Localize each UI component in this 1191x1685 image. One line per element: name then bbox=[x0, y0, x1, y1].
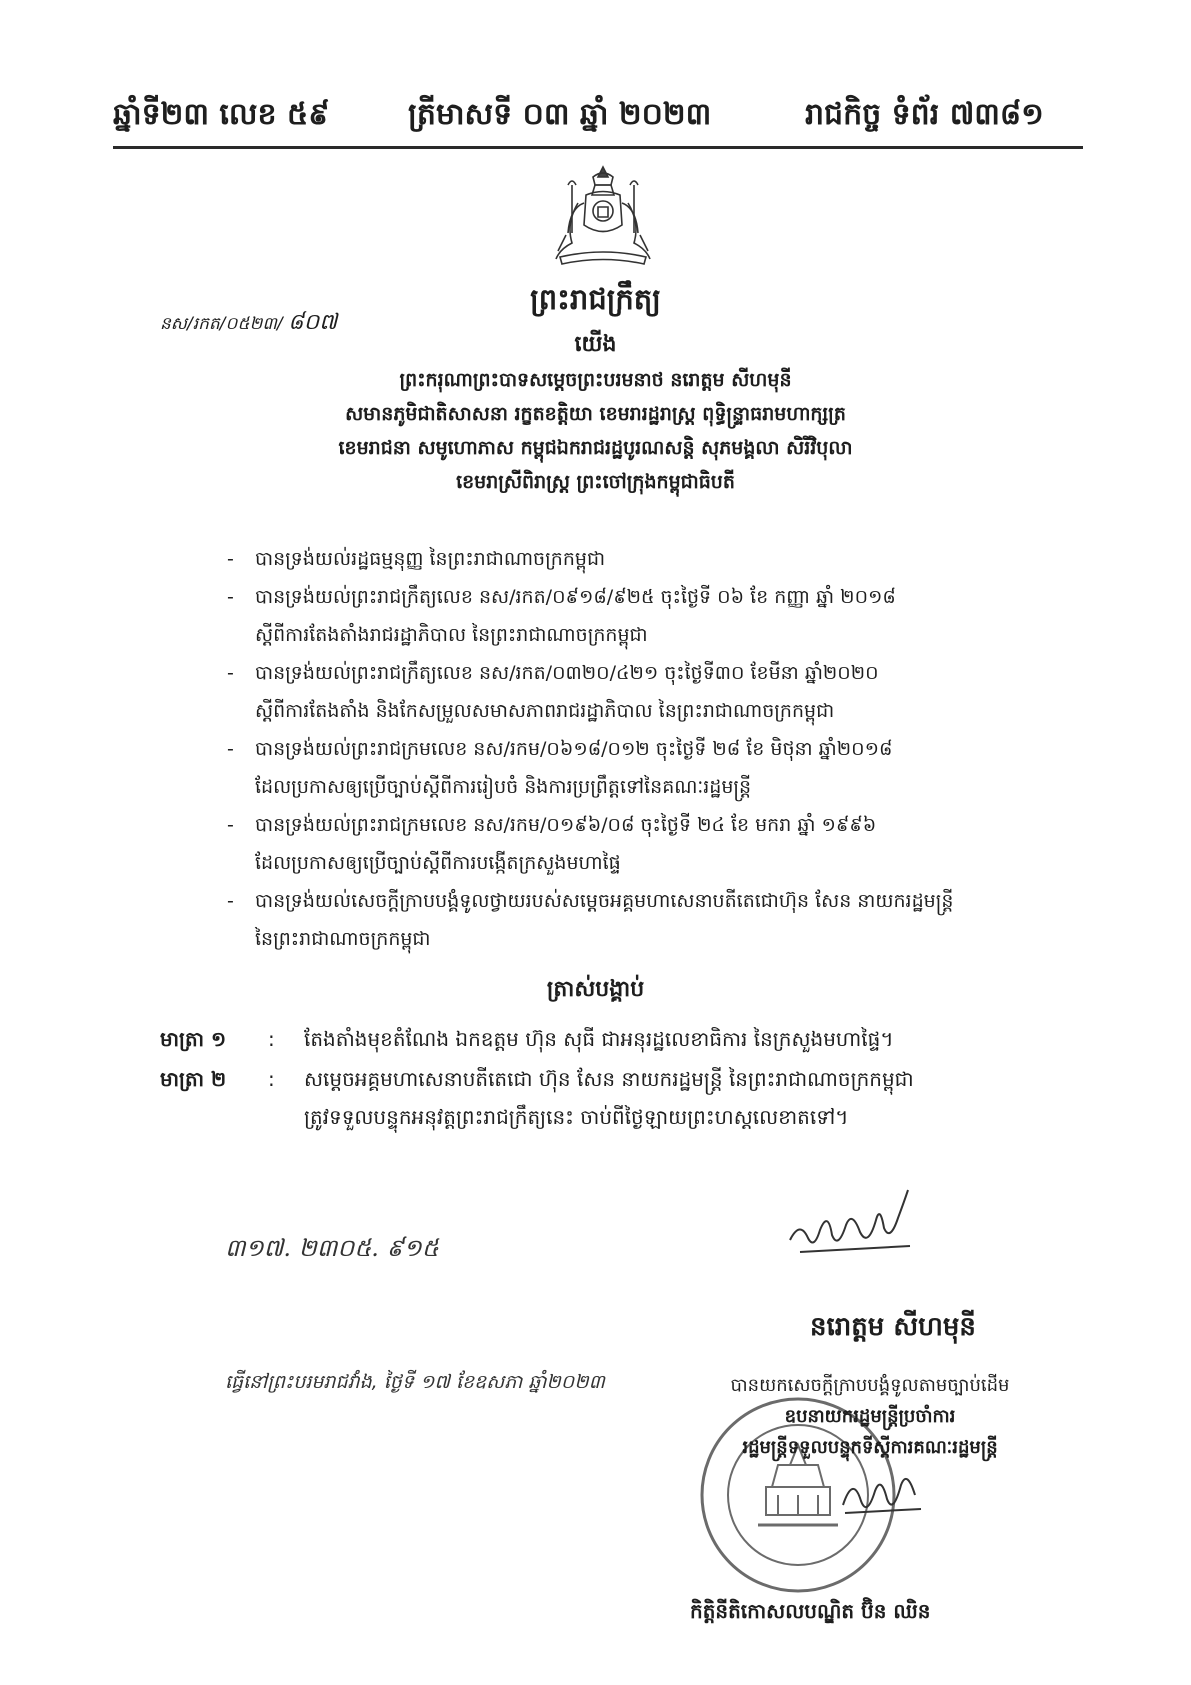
decree-number-printed: នស/រកត/០៥២៣/ bbox=[160, 314, 283, 334]
article-label: មាត្រា ១ bbox=[160, 1027, 227, 1051]
gazette-page-label: រាជកិច្ច ទំព័រ bbox=[805, 97, 940, 132]
article-text-continued: ត្រូវទទួលបន្ទុកអនុវត្តព្រះរាជក្រឹត្យនេះ ចាប់ពីថ្ងៃឡាយព្រះហស្តលេខាតទៅ។ bbox=[304, 1105, 849, 1129]
reference-item: - បានទ្រង់យល់សេចក្តីក្រាបបង្គំទូលថ្វាយរបស់សម្តេចអគ្គមហាសេនាបតីតេជោហ៊ុន សែន នាយករដ្ឋមន្ត្រី នៃព្រះរាជាណាចក្រកម្ពុជា bbox=[227, 890, 954, 950]
article-label: មាត្រា ២ bbox=[160, 1067, 227, 1091]
reference-item: - បានទ្រង់យល់ព្រះរាជក្រមលេខ នស/រកម/០១៩៦/០៨ ចុះថ្ងៃទី ២៤ ខែ មករា ឆ្នាំ ១៩៩៦ ដែលប្រកាសឲ្យប្រើច្បាប់ស្តីពីការបង្កើតក្រសួងមហាផ្ទៃ bbox=[227, 814, 877, 874]
countersign-name: កិត្តិនីតិកោសលបណ្ឌិត ប៊ិន ឈិន bbox=[690, 1599, 931, 1623]
royal-title-line: ព្រះករុណាព្រះបាទសម្តេចព្រះបរមនាថ នរោត្តម សីហមុនី bbox=[399, 369, 792, 391]
countersign-line: ឧបនាយករដ្ឋមន្ត្រីប្រចាំការ bbox=[784, 1406, 956, 1427]
royal-title-line: សមានភូមិជាតិសាសនា រក្ខតខត្តិយា ខេមរារដ្ឋរាស្ត្រ ពុទ្ធិន្ទ្រាធរាមហាក្សត្រ bbox=[345, 403, 846, 425]
document-title: ព្រះរាជក្រឹត្យ bbox=[530, 282, 661, 316]
royal-title-line: ខេមរាជនា សមូហោភាស កម្ពុជឯករាជរដ្ឋបូរណសន្តិ សុភមង្គលា សិរីវិបុលា bbox=[338, 437, 853, 459]
countersign-signature-icon bbox=[835, 1455, 925, 1525]
reference-item: - បានទ្រង់យល់រដ្ឋធម្មនុញ្ញ នៃព្រះរាជាណាចក្រកម្ពុជា bbox=[227, 548, 606, 570]
header-rule bbox=[113, 146, 1083, 149]
article-text: សម្តេចអគ្គមហាសេនាបតីតេជោ ហ៊ុន សែន នាយករដ្ឋមន្ត្រី នៃព្រះរាជាណាចក្រកម្ពុជា bbox=[304, 1067, 914, 1091]
ordains-heading: ត្រាស់បង្គាប់ bbox=[546, 977, 645, 1002]
countersign-line: បានយកសេចក្តីក្រាបបង្គំទូលតាមច្បាប់ដើម bbox=[730, 1375, 1010, 1396]
gazette-issue: ឆ្នាំទី២៣ លេខ ៥៩ bbox=[113, 97, 330, 132]
king-name: នរោត្តម សីហមុនី bbox=[810, 1312, 976, 1342]
references-list bbox=[227, 540, 1095, 958]
place-and-date: ធ្វើនៅព្រះបរមរាជវាំង, ថ្ងៃទី ១៧ ខែឧសភា ឆ្នាំ២០២៣ bbox=[225, 1371, 605, 1393]
article-2: មាត្រា ២ : សម្តេចអគ្គមហាសេនាបតីតេជោ ហ៊ុន សែន នាយករដ្ឋមន្ត្រី នៃព្រះរាជាណាចក្រកម្ពុជា ត្រូវទទួលបន្ទុកអនុវត្តព្រះរាជក្រឹត្យនេះ ចាប់ពីថ្ងៃឡាយព្រះហស្តលេខាតទៅ។ bbox=[160, 1060, 914, 1136]
article-1: មាត្រា ១ : តែងតាំងមុខតំណែង ឯកឧត្តម ហ៊ុន សុធី ជាអនុរដ្ឋលេខាធិការ នៃក្រសួងមហាផ្ទៃ។ bbox=[160, 1020, 894, 1058]
countersign-line: រដ្ឋមន្ត្រីទទួលបន្ទុកទីស្តីការគណៈរដ្ឋមន្ត្រី bbox=[742, 1437, 998, 1458]
reference-item: - បានទ្រង់យល់ព្រះរាជក្រឹត្យលេខ នស/រកត/០៣២០/៤២១ ចុះថ្ងៃទី៣០ ខែមីនា ឆ្នាំ២០២០ ស្តីពីការតែងតាំង និងកែសម្រួលសមាសភាពរាជរដ្ឋាភិបាល នៃព្រះរាជាណាចក្រកម្ពុជា bbox=[227, 662, 879, 722]
royal-title-line: ខេមរាស្រីពិរាស្ត្រ ព្រះចៅក្រុងកម្ពុជាធិបតី bbox=[456, 471, 735, 493]
king-signature-icon bbox=[780, 1180, 930, 1260]
reference-item: - បានទ្រង់យល់ព្រះរាជក្រមលេខ នស/រកម/០៦១៨/០១២ ចុះថ្ងៃទី ២៨ ខែ មិថុនា ឆ្នាំ២០១៨ ដែលប្រកាសឲ្យប្រើច្បាប់ស្តីពីការរៀបចំ និងការប្រព្រឹត្តទៅនៃគណៈរដ្ឋមន្ត្រី bbox=[227, 738, 893, 798]
gazette-page-number: ៧៣៨១ bbox=[949, 97, 1044, 132]
gazette-page bbox=[805, 95, 1044, 139]
gazette-quarter: ត្រីមាសទី ០៣ ឆ្នាំ ២០២៣ bbox=[408, 97, 712, 132]
we-heading: យើង bbox=[574, 332, 617, 357]
decree-number-handwritten: ៨០៧ bbox=[288, 310, 338, 335]
article-text: តែងតាំងមុខតំណែង ឯកឧត្តម ហ៊ុន សុធី ជាអនុរដ្ឋលេខាធិការ នៃក្រសួងមហាផ្ទៃ។ bbox=[304, 1027, 894, 1051]
royal-coat-of-arms-icon bbox=[548, 163, 658, 268]
handwritten-registration-ref: ៣១៧. ២៣០៥. ៩១៥ bbox=[225, 1234, 439, 1262]
countersign-block bbox=[650, 1370, 1090, 1463]
reference-item: - បានទ្រង់យល់ព្រះរាជក្រឹត្យលេខ នស/រកត/០៩១៨/៩២៥ ចុះថ្ងៃទី ០៦ ខែ កញ្ញា ឆ្នាំ ២០១៨ ស្តីពីការតែងតាំងរាជរដ្ឋាភិបាល នៃព្រះរាជាណាចក្រកម្ពុជា bbox=[227, 586, 896, 646]
